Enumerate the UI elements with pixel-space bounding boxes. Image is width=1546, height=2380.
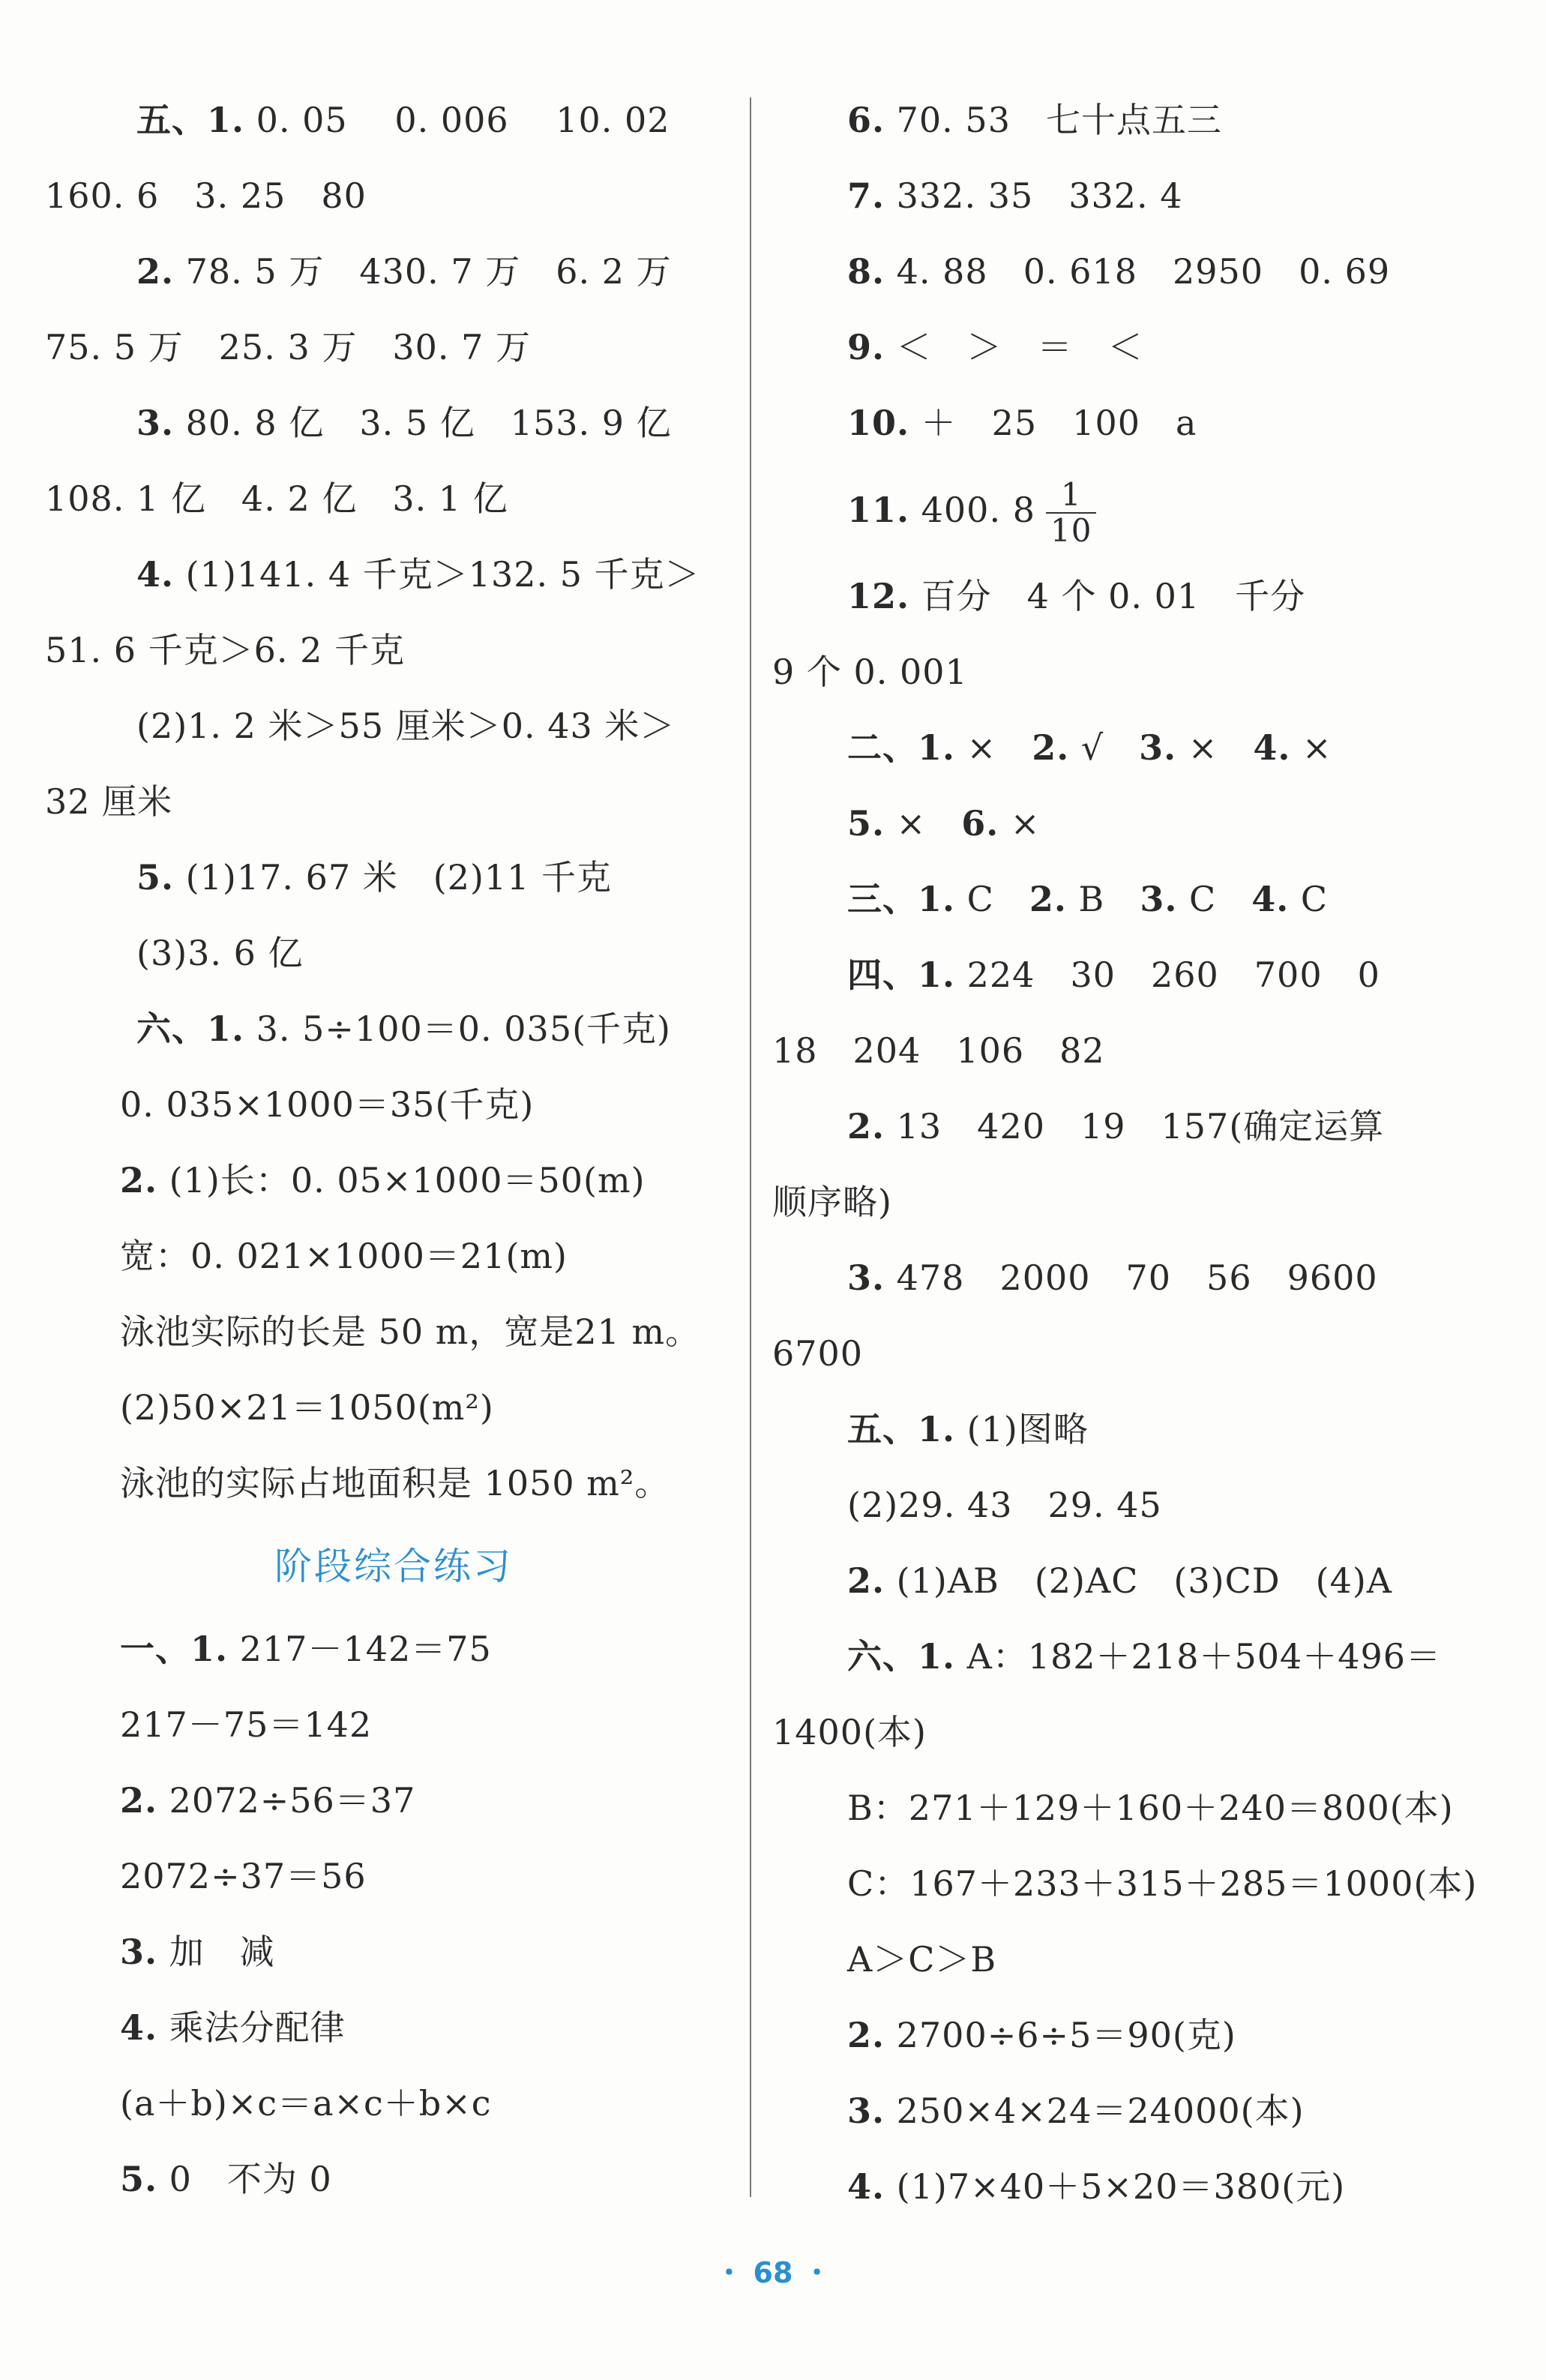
answer-line bbox=[772, 1998, 1507, 2073]
answer-line bbox=[772, 559, 1507, 634]
item-number: 3. bbox=[1139, 727, 1177, 768]
answer-line bbox=[772, 1467, 1507, 1543]
item-number: 3. bbox=[847, 2091, 885, 2131]
answer-text: (a＋b)×c＝a×c＋b×c bbox=[120, 2083, 492, 2124]
left-column bbox=[45, 82, 742, 2217]
answer-text: 332. 35 332. 4 bbox=[885, 175, 1183, 216]
right-answer-block bbox=[772, 82, 1507, 461]
answer-text: (2)1. 2 米＞55 厘米＞0. 43 米＞ bbox=[136, 706, 676, 746]
answer-line bbox=[772, 2149, 1507, 2225]
item-number: 4. bbox=[136, 554, 175, 595]
answer-line bbox=[772, 710, 1507, 786]
answer-text: A：182＋218＋504＋496＝ bbox=[955, 1636, 1442, 1677]
fraction-numerator: 1 bbox=[1046, 478, 1096, 514]
item-number: 2. bbox=[847, 1560, 885, 1601]
answer-line bbox=[772, 1922, 1507, 1998]
answer-line bbox=[45, 2142, 742, 2217]
answer-text: 0 不为 0 bbox=[157, 2159, 332, 2199]
answer-line bbox=[772, 862, 1507, 937]
answer-text: × bbox=[885, 803, 962, 844]
answer-text: 2072÷56＝37 bbox=[157, 1780, 416, 1821]
item-number: 2. bbox=[120, 1160, 158, 1200]
answer-line bbox=[45, 82, 742, 158]
answer-line bbox=[772, 1770, 1507, 1846]
item-number: 3. bbox=[136, 403, 175, 443]
answer-text: 160. 6 3. 25 80 bbox=[45, 175, 367, 216]
stage-exercise-block bbox=[45, 1611, 742, 2217]
answer-text: 18 204 106 82 bbox=[772, 1030, 1105, 1071]
item-number: 3. bbox=[120, 1932, 158, 1972]
item-number: 2. bbox=[847, 1106, 885, 1147]
answer-text: 70. 53 七十点五三 bbox=[885, 100, 1222, 140]
answer-line bbox=[772, 158, 1507, 234]
answer-line bbox=[45, 2066, 742, 2142]
answer-line bbox=[772, 1846, 1507, 1922]
item-number: 2. bbox=[1029, 879, 1067, 919]
item-number: 3. bbox=[847, 1257, 885, 1298]
item-number: 11. bbox=[847, 490, 910, 530]
item-number: 二、1. bbox=[847, 727, 956, 768]
item-number: 4. bbox=[1253, 727, 1291, 768]
answer-text: 泳池的实际占地面积是 1050 m²。 bbox=[120, 1463, 670, 1503]
answer-text: C bbox=[1177, 879, 1252, 919]
answer-text: 1400(本) bbox=[772, 1712, 927, 1752]
item-number: 12. bbox=[847, 576, 910, 616]
answer-line bbox=[772, 1316, 1507, 1392]
answer-text: 乘法分配律 bbox=[157, 2007, 346, 2048]
item-number: 2. bbox=[136, 251, 175, 292]
answer-line bbox=[45, 840, 742, 916]
answer-text: (2)50×21＝1050(m²) bbox=[120, 1387, 494, 1428]
answer-text: 224 30 260 700 0 bbox=[955, 955, 1380, 995]
answer-text: ＜ ＞ ＝ ＜ bbox=[885, 327, 1143, 367]
answer-text: (1)141. 4 千克＞132. 5 千克＞ bbox=[174, 554, 700, 595]
answer-text: 宽：0. 021×1000＝21(m) bbox=[120, 1236, 568, 1276]
answer-text: 9 个 0. 001 bbox=[772, 652, 968, 692]
answer-text: (1)17. 67 米 (2)11 千克 bbox=[174, 857, 613, 898]
answer-line bbox=[772, 2073, 1507, 2149]
answer-line bbox=[45, 234, 742, 310]
answer-text: 0. 035×1000＝35(千克) bbox=[120, 1084, 535, 1125]
answer-text: B：271＋129＋160＋240＝800(本) bbox=[847, 1788, 1454, 1828]
answer-line bbox=[45, 991, 742, 1067]
answer-text: 478 2000 70 56 9600 bbox=[885, 1257, 1378, 1298]
answer-text: A＞C＞B bbox=[847, 1939, 997, 1980]
answer-line bbox=[45, 1914, 742, 1990]
item-number: 9. bbox=[847, 327, 885, 367]
answer-line bbox=[45, 916, 742, 991]
answer-text: (3)3. 6 亿 bbox=[136, 933, 304, 973]
left-answer-block bbox=[45, 82, 742, 1521]
item-number: 四、1. bbox=[847, 955, 956, 995]
item-number: 4. bbox=[1251, 879, 1290, 919]
item-number: 6. bbox=[847, 100, 885, 140]
answer-text: 顺序略) bbox=[772, 1182, 892, 1222]
answer-line bbox=[772, 1089, 1507, 1165]
answer-line bbox=[772, 937, 1507, 1013]
answer-line bbox=[45, 385, 742, 461]
answer-line bbox=[772, 786, 1507, 862]
item-number: 五、1. bbox=[847, 1409, 956, 1449]
answer-text: 80. 8 亿 3. 5 亿 153. 9 亿 bbox=[174, 403, 672, 443]
answer-text: 13 420 19 157(确定运算 bbox=[885, 1106, 1385, 1147]
answer-text: × bbox=[955, 727, 1032, 768]
answer-line bbox=[772, 82, 1507, 158]
answer-line-11 bbox=[772, 461, 1507, 559]
answer-text: 217－142＝75 bbox=[228, 1629, 492, 1669]
item-number: 2. bbox=[120, 1780, 158, 1821]
page-number: ・ 68 ・ bbox=[715, 2256, 831, 2289]
item-number: 3. bbox=[1140, 879, 1178, 919]
column-divider bbox=[750, 97, 751, 2197]
answer-text: × bbox=[1176, 727, 1254, 768]
answer-text: (1)AB (2)AC (3)CD (4)A bbox=[885, 1560, 1393, 1601]
answer-line bbox=[45, 158, 742, 234]
answer-text: 108. 1 亿 4. 2 亿 3. 1 亿 bbox=[45, 478, 508, 519]
answer-line bbox=[45, 1294, 742, 1370]
item-number: 8. bbox=[847, 251, 885, 292]
answer-text: 4. 88 0. 618 2950 0. 69 bbox=[885, 251, 1391, 292]
answer-text: 51. 6 千克＞6. 2 千克 bbox=[45, 630, 406, 670]
answer-line bbox=[45, 1218, 742, 1294]
item-number: 6. bbox=[961, 803, 999, 844]
answer-text: (1)图略 bbox=[955, 1409, 1089, 1449]
fraction bbox=[1046, 478, 1096, 548]
item-number: 一、1. bbox=[120, 1629, 229, 1669]
answer-text: (1)长：0. 05×1000＝50(m) bbox=[157, 1160, 646, 1200]
item-number: 六、1. bbox=[136, 1009, 245, 1049]
answer-line bbox=[45, 310, 742, 385]
answer-text: 加 减 bbox=[157, 1932, 275, 1972]
answer-text: C bbox=[955, 879, 1029, 919]
answer-text: 32 厘米 bbox=[45, 781, 173, 822]
fraction-denominator: 10 bbox=[1050, 512, 1092, 549]
answer-line bbox=[45, 1446, 742, 1521]
answer-line bbox=[772, 634, 1507, 710]
item-number: 4. bbox=[847, 2166, 885, 2207]
answer-text: 400. 8 bbox=[909, 490, 1035, 530]
answer-text: 75. 5 万 25. 3 万 30. 7 万 bbox=[45, 327, 531, 367]
right-answer-block-2 bbox=[772, 559, 1507, 2225]
answer-line bbox=[772, 1543, 1507, 1619]
answer-text: 2700÷6÷5＝90(克) bbox=[885, 2015, 1236, 2055]
answer-line bbox=[772, 1695, 1507, 1770]
item-number: 10. bbox=[847, 403, 910, 443]
answer-text: 3. 5÷100＝0. 035(千克) bbox=[244, 1009, 671, 1049]
answer-text: × bbox=[999, 803, 1041, 844]
answer-line bbox=[45, 1611, 742, 1687]
item-number: 五、1. bbox=[136, 100, 245, 140]
answer-text: 泳池实际的长是 50 m，宽是21 m。 bbox=[120, 1311, 701, 1352]
answer-line bbox=[772, 310, 1507, 385]
answer-line bbox=[45, 1370, 742, 1446]
answer-text: (1)7×40＋5×20＝380(元) bbox=[885, 2166, 1346, 2207]
answer-text: 250×4×24＝24000(本) bbox=[885, 2091, 1305, 2131]
answer-text: × bbox=[1290, 727, 1332, 768]
answer-text: 217－75＝142 bbox=[120, 1704, 373, 1745]
answer-line bbox=[45, 1067, 742, 1143]
item-number: 5. bbox=[120, 2159, 158, 2199]
answer-line bbox=[45, 1143, 742, 1218]
item-number: 5. bbox=[136, 857, 175, 898]
answer-line bbox=[772, 1619, 1507, 1695]
right-column bbox=[772, 82, 1507, 2225]
answer-line bbox=[45, 688, 742, 764]
answer-line bbox=[772, 234, 1507, 310]
item-number: 2. bbox=[1032, 727, 1070, 768]
answer-text: (2)29. 43 29. 45 bbox=[847, 1485, 1162, 1525]
item-number: 5. bbox=[847, 803, 885, 844]
answer-text: 0. 05 0. 006 10. 02 bbox=[244, 100, 670, 140]
item-number: 三、1. bbox=[847, 879, 956, 919]
answer-text: 6700 bbox=[772, 1333, 864, 1374]
answer-line bbox=[45, 1990, 742, 2066]
answer-line bbox=[45, 537, 742, 613]
item-number: 2. bbox=[847, 2015, 885, 2055]
answer-line bbox=[45, 461, 742, 537]
answer-line bbox=[45, 764, 742, 840]
answer-text: 78. 5 万 430. 7 万 6. 2 万 bbox=[174, 251, 672, 292]
answer-line bbox=[45, 1839, 742, 1914]
answer-text: 百分 4 个 0. 01 千分 bbox=[909, 576, 1306, 616]
answer-line bbox=[772, 1013, 1507, 1089]
answer-text: C bbox=[1289, 879, 1329, 919]
section-title: 阶段综合练习 bbox=[274, 1545, 513, 1588]
answer-line bbox=[772, 385, 1507, 461]
item-number: 4. bbox=[120, 2007, 158, 2048]
answer-line bbox=[772, 1240, 1507, 1316]
item-number: 7. bbox=[847, 175, 885, 216]
answer-line bbox=[772, 1392, 1507, 1467]
answer-line bbox=[772, 1165, 1507, 1240]
answer-line bbox=[45, 1763, 742, 1839]
item-number: 六、1. bbox=[847, 1636, 956, 1677]
answer-text: ＋ 25 100 a bbox=[909, 403, 1197, 443]
answer-line bbox=[45, 613, 742, 688]
answer-text: √ bbox=[1069, 727, 1140, 768]
answer-text: 2072÷37＝56 bbox=[120, 1856, 367, 1896]
answer-line bbox=[45, 1687, 742, 1763]
answer-text: B bbox=[1066, 879, 1140, 919]
answer-text: C：167＋233＋315＋285＝1000(本) bbox=[847, 1863, 1478, 1904]
